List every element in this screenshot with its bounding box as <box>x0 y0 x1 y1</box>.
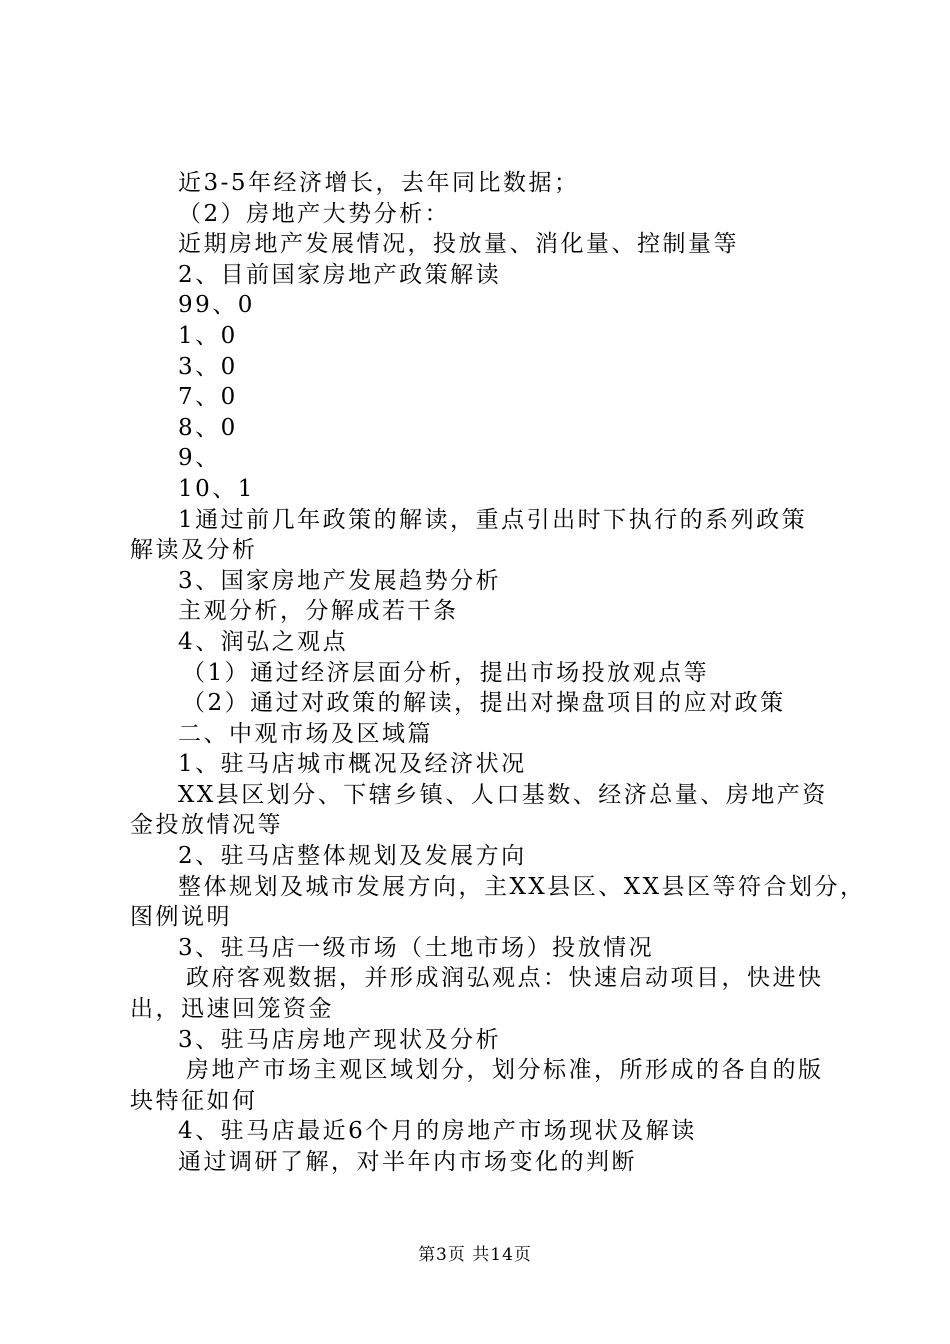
text-line: 通过调研了解，对半年内市场变化的判断 <box>178 1149 637 1175</box>
text-line: 图例说明 <box>130 904 232 931</box>
text-line: 3、驻马店一级市场（土地市场）投放情况 <box>178 934 655 961</box>
text-line: 房地产市场主观区域划分，划分标准，所形成的各自的版 <box>186 1057 824 1084</box>
text-line: 整体规划及城市发展方向，主XX县区、XX县区等符合划分， <box>178 873 866 900</box>
text-line: 9、 <box>178 445 221 472</box>
text-line: （2）房地产大势分析： <box>178 200 451 227</box>
text-line: 4、润弘之观点 <box>178 628 349 655</box>
text-line: 近3-5年经济增长，去年同比数据； <box>178 170 580 196</box>
text-line: 10、1 <box>178 475 255 502</box>
text-line: 政府客观数据，并形成润弘观点：快速启动项目，快进快 <box>186 965 824 992</box>
text-line: 2、驻马店整体规划及发展方向 <box>178 843 527 870</box>
text-line: 块特征如何 <box>130 1087 258 1114</box>
text-line: 主观分析，分解成若干条 <box>178 598 459 625</box>
text-line: 3、驻马店房地产现状及分析 <box>178 1026 502 1053</box>
text-line: （1）通过经济层面分析，提出市场投放观点等 <box>182 659 710 686</box>
text-line: 7、0 <box>178 384 238 411</box>
text-line: 1、驻马店城市概况及经济状况 <box>178 751 527 778</box>
text-line: 二、中观市场及区域篇 <box>178 720 433 747</box>
text-line: 解读及分析 <box>130 537 258 564</box>
text-line: 3、国家房地产发展趋势分析 <box>178 567 502 594</box>
text-line: 2、目前国家房地产政策解读 <box>178 261 502 288</box>
text-line: 8、0 <box>178 414 238 441</box>
text-line: （2）通过对政策的解读，提出对操盘项目的应对政策 <box>182 690 786 717</box>
text-line: 出，迅速回笼资金 <box>130 996 334 1023</box>
text-line: XX县区划分、下辖乡镇、人口基数、经济总量、房地产资 <box>178 781 828 808</box>
document-body <box>130 168 866 1178</box>
text-line: 近期房地产发展情况，投放量、消化量、控制量等 <box>178 231 739 258</box>
text-line: 99、0 <box>178 292 255 319</box>
text-line: 1通过前几年政策的解读，重点引出时下执行的系列政策 <box>178 506 808 533</box>
text-line: 金投放情况等 <box>130 812 283 839</box>
text-line: 1、0 <box>178 322 238 349</box>
page-footer: 第3页 共14页 <box>418 1245 532 1265</box>
text-line: 3、0 <box>178 353 238 380</box>
text-line: 4、驻马店最近6个月的房地产市场现状及解读 <box>178 1118 697 1145</box>
